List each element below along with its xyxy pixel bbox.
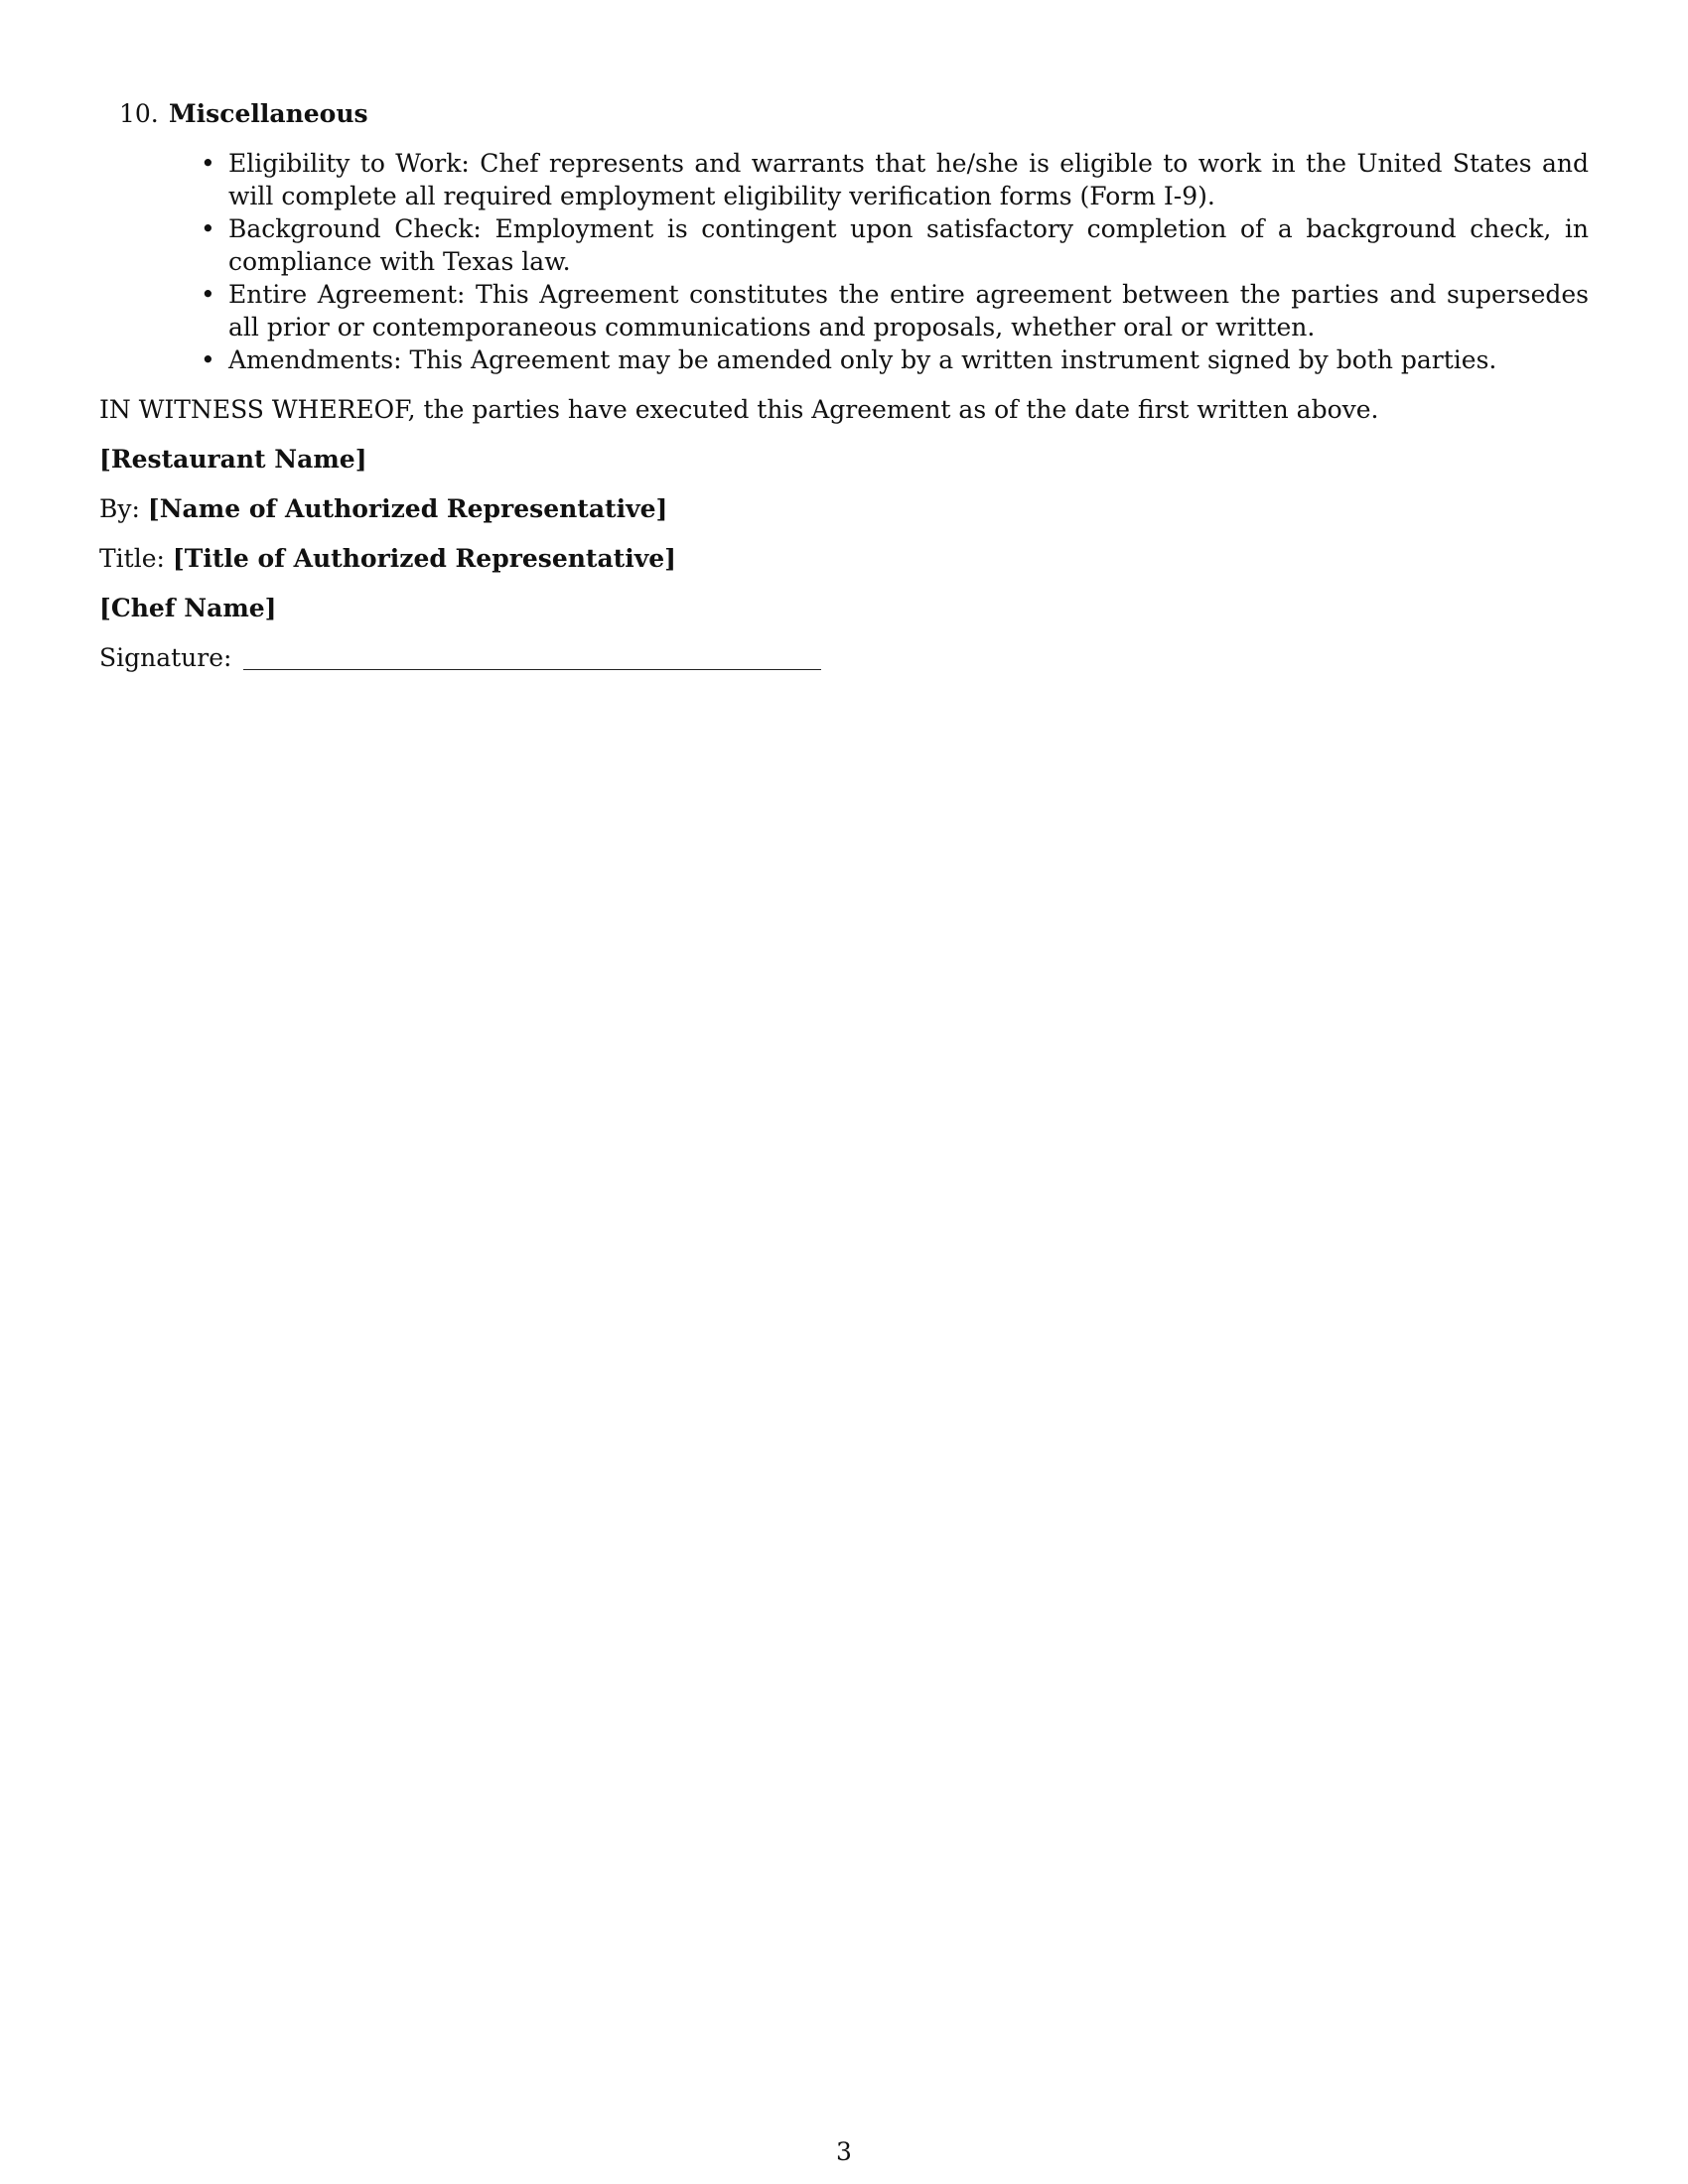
bullet-icon: • xyxy=(201,280,215,309)
signature-blank[interactable] xyxy=(243,669,821,670)
signature-line xyxy=(99,641,1589,674)
restaurant-name-placeholder: [Restaurant Name] xyxy=(99,445,367,474)
bullet-icon: • xyxy=(201,214,215,243)
signature-label: Signature: xyxy=(99,643,232,672)
chef-name-placeholder: [Chef Name] xyxy=(99,594,277,622)
page-number: 3 xyxy=(836,2137,852,2166)
list-item-background-check xyxy=(201,212,1589,278)
section-number: 10. xyxy=(119,99,159,128)
section-title: Miscellaneous xyxy=(169,99,368,128)
representative-title-placeholder: [Title of Authorized Representative] xyxy=(172,544,676,573)
list-item-eligibility xyxy=(201,147,1589,212)
bullet-icon: • xyxy=(201,345,215,374)
bullet-icon: • xyxy=(201,149,215,178)
list-item-text: Eligibility to Work: Chef represents and warrants that he/she is eligible to work in the United States and will complete all required employment eligibility verification forms (Form I-9). xyxy=(228,149,1589,210)
list-item-amendments xyxy=(201,343,1589,376)
representative-name-placeholder: [Name of Authorized Representative] xyxy=(147,494,668,523)
witness-statement: IN WITNESS WHEREOF, the parties have executed this Agreement as of the date first written above. xyxy=(99,395,1379,424)
by-label: By: xyxy=(99,494,140,523)
list-item-text: Amendments: This Agreement may be amended only by a written instrument signed by both parties. xyxy=(228,345,1497,374)
by-line xyxy=(99,492,1589,525)
title-line xyxy=(99,542,1589,575)
list-item-text: Background Check: Employment is contingent upon satisfactory completion of a background check, in compliance with Texas law. xyxy=(228,214,1589,276)
title-label: Title: xyxy=(99,544,165,573)
list-item-entire-agreement xyxy=(201,278,1589,343)
miscellaneous-list xyxy=(99,147,1589,376)
document-body xyxy=(99,97,1589,674)
list-item-text: Entire Agreement: This Agreement constitutes the entire agreement between the parties and supersedes all prior or contemporaneous communications and proposals, whether oral or written. xyxy=(228,280,1589,341)
section-heading xyxy=(119,97,1589,136)
